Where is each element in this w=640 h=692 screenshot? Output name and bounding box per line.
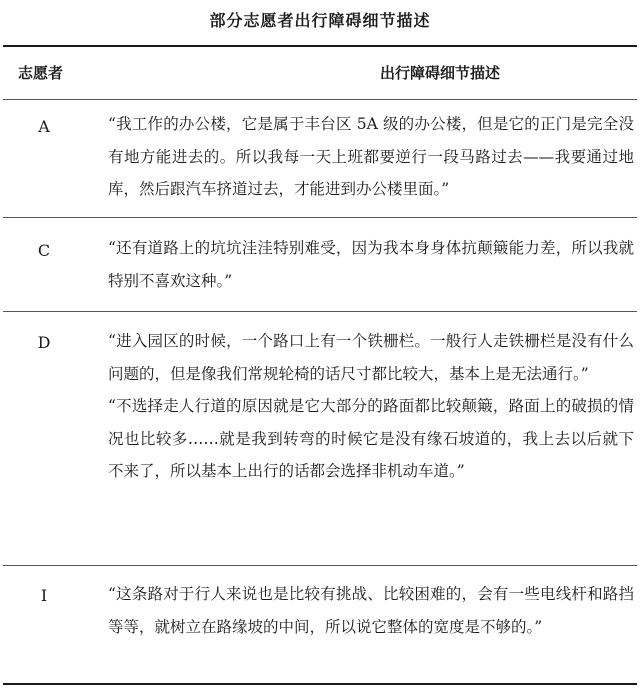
row-paragraph: “还有道路上的坑坑洼洼特别难受，因为我本身身体抗颠簸能力差，所以我就特别不喜欢这种。”: [108, 239, 634, 290]
row-id-i: I: [40, 586, 48, 605]
row-paragraph: “不选择走人行道的原因就是它大部分的路面都比较颠簸，路面上的破损的情况也比较多……就是我到转弯的时候它是没有缘石坡道的，我上去以后就下不来了，所以基本上出行的话都会选择非机动车道。”: [108, 397, 634, 480]
row-id-c: C: [37, 241, 51, 260]
row-paragraph: “我工作的办公楼，它是属于丰台区 5A 级的办公楼，但是它的正门是完全没有地方能进去的。所以我每一天上班都要逆行一段马路过去——我要通过地库，然后跟汽车挤道过去，才能进到办公楼里面。”: [108, 115, 634, 198]
top-rule: [3, 45, 637, 47]
row-description-i: [108, 578, 634, 643]
row-id-a: A: [38, 117, 50, 136]
table-title: 部分志愿者出行障碍细节描述: [209, 11, 431, 30]
column-header-volunteer: 志愿者: [18, 64, 64, 82]
header-rule: [3, 99, 637, 100]
row-divider: [3, 565, 637, 566]
row-divider: [3, 217, 637, 218]
row-paragraph: “这条路对于行人来说也是比较有挑战、比较困难的，会有一些电线杆和路挡等等，就树立在路缘坡的中间，所以说它整体的宽度是不够的。”: [108, 585, 634, 636]
column-header-description: 出行障碍细节描述: [379, 64, 500, 82]
row-description-d: [108, 325, 634, 488]
bottom-rule: [3, 683, 637, 685]
row-divider: [3, 311, 637, 312]
row-description-c: [108, 232, 634, 297]
row-paragraph: “进入园区的时候，一个路口上有一个铁栅栏。一般行人走铁栅栏是没有什么问题的，但是像我们常规轮椅的话尺寸都比较大，基本上是无法通行。”: [108, 332, 634, 383]
row-id-d: D: [37, 333, 51, 352]
row-description-a: [108, 108, 634, 206]
